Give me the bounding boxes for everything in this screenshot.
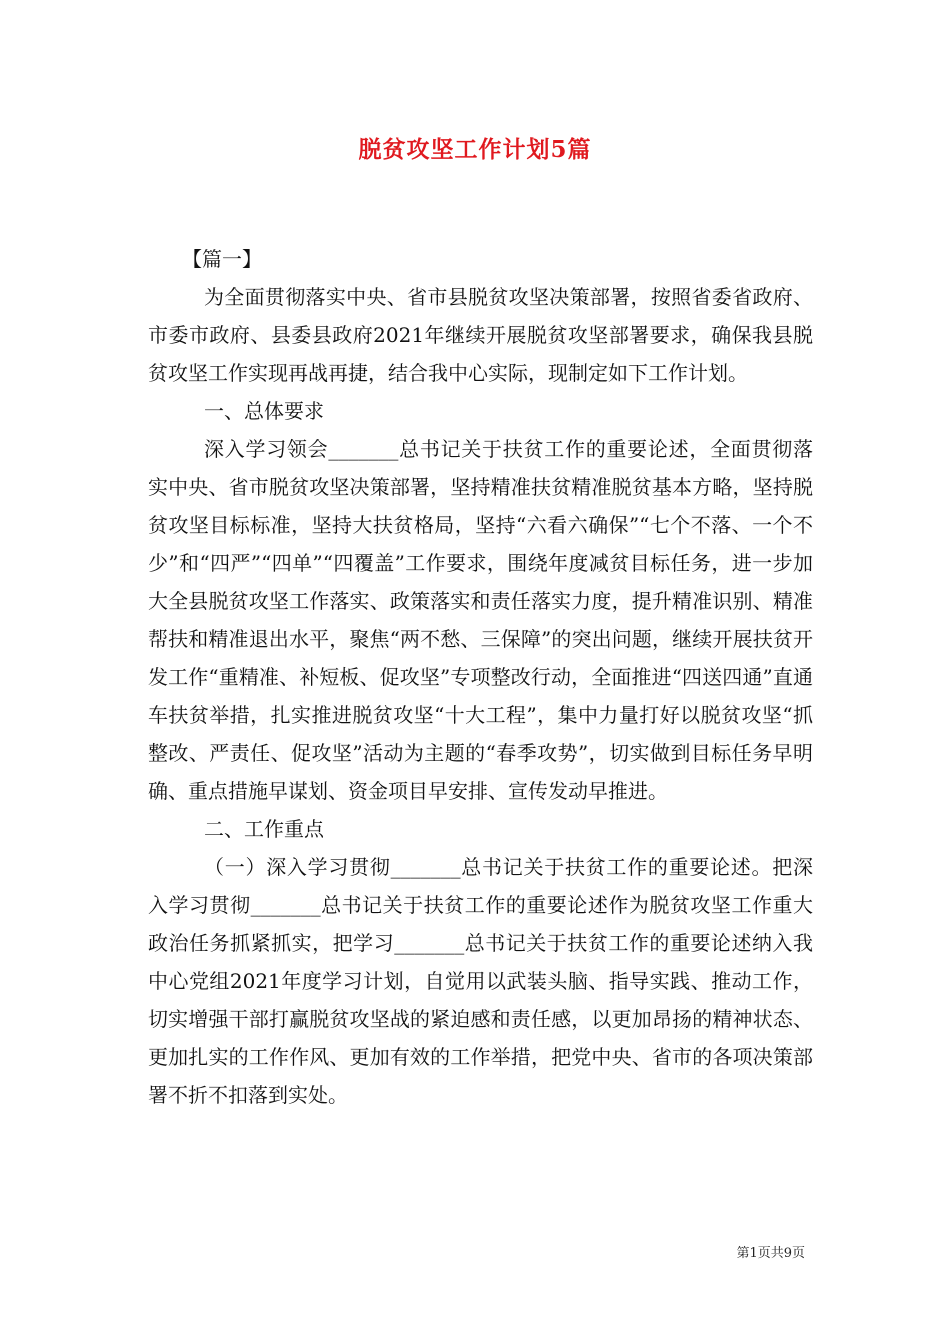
general-requirements-paragraph: 深入学习领会_______总书记关于扶贫工作的重要论述，全面贯彻落实中央、省市脱贫攻坚决策部署，坚持精准扶贫精准脱贫基本方略，坚持脱贫攻坚目标标准，坚持大扶贫格局，坚持“六看六确保”“七个不落、一个不少”和“四严”“四单”“四覆盖”工作要求，围绕年度减贫目标任务，进一步加大全县脱贫攻坚工作落实、政策落实和责任落实力度，提升精准识别、精准帮扶和精准退出水平，聚焦“两不愁、三保障”的突出问题，继续开展扶贫开发工作“重精准、补短板、促攻坚”专项整改行动，全面推进“四送四通”直通车扶贫举措，扎实推进脱贫攻坚“十大工程”，集中力量打好以脱贫攻坚“抓整改、严责任、促攻坚”活动为主题的“春季攻势”，切实做到目标任务早明确、重点措施早谋划、资金项目早安排、宣传发动早推进。 [148,437,813,803]
heading-work-focus: 二、工作重点 [204,817,324,841]
document-body [148,240,813,1114]
section-tag: 【篇一】 [182,247,262,271]
document-title: 脱贫攻坚工作计划5篇 [358,136,592,163]
heading-general-requirements: 一、总体要求 [204,399,324,423]
page-number: 第1页共9页 [736,1246,805,1261]
intro-paragraph: 为全面贯彻落实中央、省市县脱贫攻坚决策部署，按照省委省政府、市委市政府、县委县政府2021年继续开展脱贫攻坚部署要求，确保我县脱贫攻坚工作实现再战再捷，结合我中心实际，现制定如下工作计划。 [148,285,813,385]
work-focus-paragraph: （一）深入学习贯彻_______总书记关于扶贫工作的重要论述。把深入学习贯彻_______总书记关于扶贫工作的重要论述作为脱贫攻坚工作重大政治任务抓紧抓实，把学习_______总书记关于扶贫工作的重要论述纳入我中心党组2021年度学习计划，自觉用以武装头脑、指导实践、推动工作，切实增强干部打赢脱贫攻坚战的紧迫感和责任感，以更加昂扬的精神状态、更加扎实的工作作风、更加有效的工作举措，把党中央、省市的各项决策部署不折不扣落到实处。 [148,855,813,1107]
